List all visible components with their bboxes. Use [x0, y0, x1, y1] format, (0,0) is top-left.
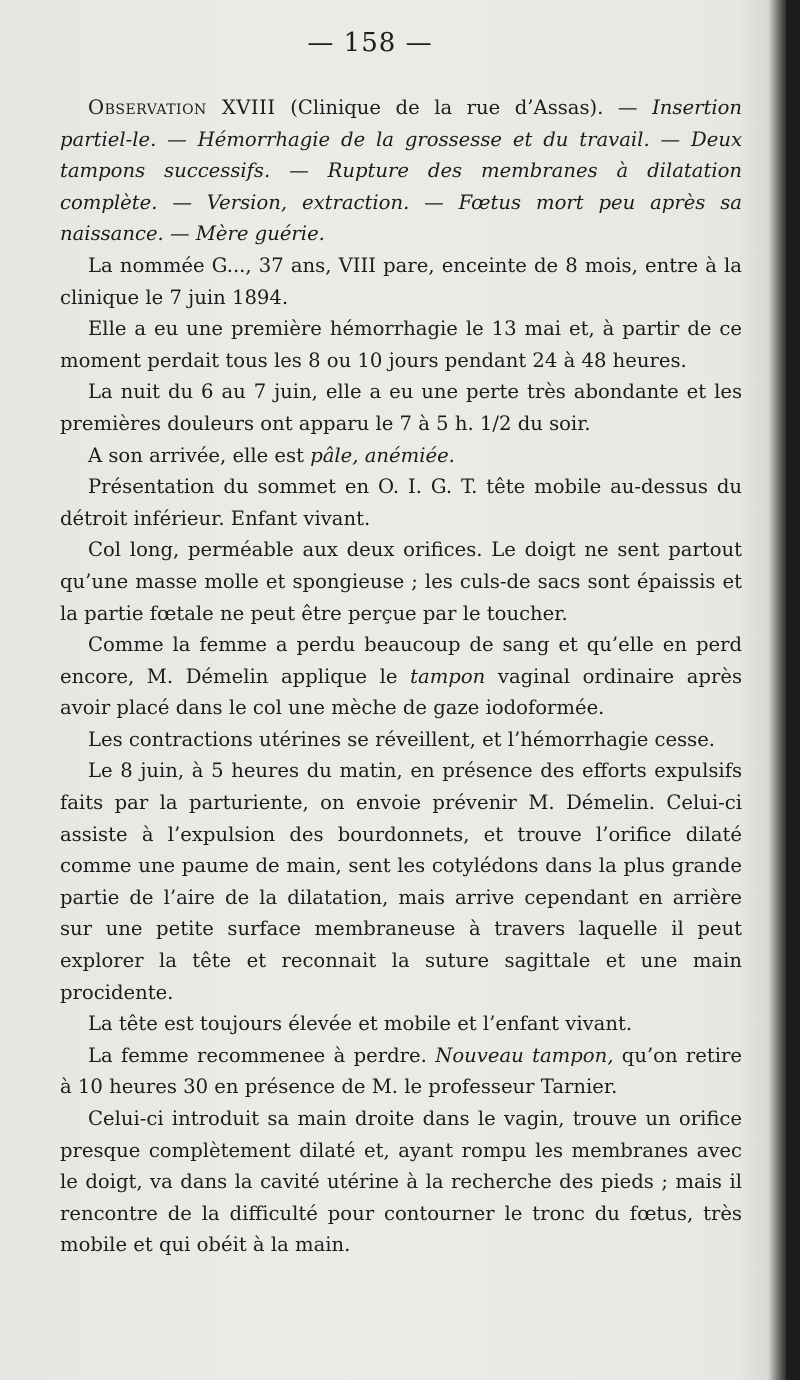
observation-title: Insertion partiel-le. — Hémorrhagie de la grossesse et du travail. — Deux tampons successifs. — Rupture des membranes à dilatation complète. — Version, extraction. — Fœtus mort peu après sa naissance. — Mère guérie. — [60, 96, 742, 246]
paragraph-first-hemorrhage: Elle a eu une première hémorrhagie le 13 mai et, à partir de ce moment perdait tous les 8 ou 10 jours pendant 24 à 48 heures. — [60, 317, 742, 372]
paragraph-arrival — [60, 440, 742, 472]
page-body — [60, 92, 742, 1261]
paragraph-june-8: Le 8 juin, à 5 heures du matin, en présence des efforts expulsifs faits par la parturiente, on envoie prévenir M. Démelin. Celui-ci assiste à l’expulsion des bourdonnets, et trouve l’orifice dilaté comme une paume de main, sent les cotylédons dans la plus grande partie de l’aire de la dilatation, mais arrive cependant en arrière sur une petite surface membraneuse à travers laquelle il peut explorer la tête et reconnait la suture sagittale et une main procidente. — [60, 759, 742, 1004]
observation-label: Observation XVIII — [88, 96, 276, 119]
paragraph-presentation: Présentation du sommet en O. I. G. T. tête mobile au-dessus du détroit inférieur. Enfant vivant. — [60, 475, 742, 530]
paragraph-contractions: Les contractions utérines se réveillent, et l’hémorrhagie cesse. — [88, 727, 716, 751]
paragraph-head-mobile: La tête est toujours élevée et mobile et l’enfant vivant. — [88, 1012, 633, 1036]
page-number: — 158 — — [307, 28, 433, 58]
tampon-text-before: Comme la femme a perdu beaucoup de sang et qu’elle en perd encore, M. Démelin applique le — [60, 633, 742, 688]
new-tampon-text-before: La femme recommenee à perdre. — [88, 1043, 427, 1067]
paragraph-admission: La nommée G..., 37 ans, VIII pare, enceinte de 8 mois, entre à la clinique le 7 juin 1894. — [60, 253, 742, 309]
page-edge — [786, 0, 800, 1380]
observation-clinic: (Clinique de la rue d’Assas). — — [290, 96, 638, 119]
new-tampon-text-after: qu’on retire à 10 heures 30 en présence de M. le professeur Tarnier. — [60, 1043, 742, 1099]
tampon-emphasis: tampon — [410, 664, 486, 688]
paragraph-cervix: Col long, perméable aux deux orifices. Le doigt ne sent partout qu’une masse molle et spongieuse ; les culs-de sacs sont épaissis et la partie fœtale ne peut être perçue par le toucher. — [60, 538, 742, 625]
paragraph-new-tampon — [60, 1040, 742, 1103]
arrival-emphasis: pâle, anémiée. — [310, 443, 455, 467]
arrival-text: A son arrivée, elle est — [88, 443, 304, 467]
paragraph-version: Celui-ci introduit sa main droite dans le vagin, trouve un orifice presque complètement dilaté et, ayant rompu les membranes avec le doigt, va dans la cavité utérine à la recherche des pieds ; mais il rencontre de la difficulté pour contourner le tronc du fœtus, très mobile et qui obéit à la main. — [60, 1107, 742, 1257]
binding-shadow — [770, 0, 786, 1380]
paragraph-night-loss: La nuit du 6 au 7 juin, elle a eu une perte très abondante et les premières douleurs ont apparu le 7 à 5 h. 1/2 du soir. — [60, 380, 742, 435]
observation-heading — [60, 92, 742, 250]
paragraph-first-tampon — [60, 629, 742, 724]
tampon-text-after: vaginal ordinaire après avoir placé dans le col une mèche de gaze iodoformée. — [60, 664, 742, 720]
new-tampon-emphasis: Nouveau tampon, — [435, 1043, 614, 1067]
